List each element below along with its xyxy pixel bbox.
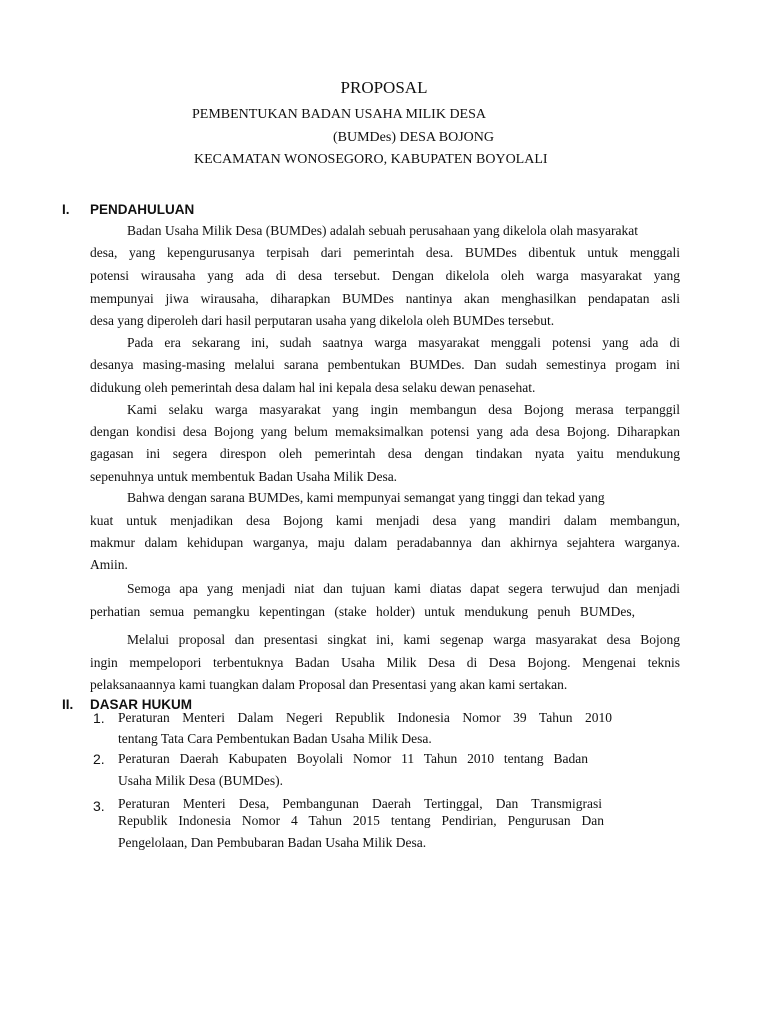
document-title: PROPOSAL: [340, 78, 428, 97]
list-item-line: Peraturan Menteri Dalam Negeri Republik Indonesia Nomor 39 Tahun 2010: [118, 710, 612, 725]
paragraph-line: gagasan ini segera direspon oleh pemerintah desa dengan tindakan nyata yaitu mendukung: [90, 446, 680, 461]
paragraph-line: dengan kondisi desa Bojong yang belum memaksimalkan potensi yang ada desa Bojong. Diharapkan: [90, 424, 680, 439]
paragraph-line: Bahwa dengan sarana BUMDes, kami mempunyai semangat yang tinggi dan tekad yang: [127, 490, 605, 505]
list-item-line: Usaha Milik Desa (BUMDes).: [118, 773, 283, 788]
paragraph-line: potensi wirausaha yang ada di desa tersebut. Dengan dikelola oleh warga masyarakat yang: [90, 268, 680, 283]
list-item-line: Republik Indonesia Nomor 4 Tahun 2015 tentang Pendirian, Pengurusan Dan: [118, 813, 604, 828]
paragraph-line: ingin mempelopori terbentuknya Badan Usaha Milik Desa di Desa Bojong. Mengenai teknis: [90, 655, 680, 670]
paragraph-line: Melalui proposal dan presentasi singkat ini, kami segenap warga masyarakat desa Bojong: [127, 632, 680, 647]
paragraph-line: sepenuhnya untuk membentuk Badan Usaha Milik Desa.: [90, 469, 398, 484]
subtitle-line-2: (BUMDes) DESA BOJONG: [333, 130, 495, 145]
paragraph-line: desa yang diperoleh dari hasil perputaran usaha yang dikelola oleh BUMDes tersebut.: [90, 313, 555, 328]
paragraph-line: kuat untuk menjadikan desa Bojong kami menjadi desa yang mandiri dalam membangun,: [90, 513, 680, 528]
paragraph-line: perhatian semua pemangku kepentingan (stake holder) untuk mendukung penuh BUMDes,: [90, 604, 635, 619]
list-item-line: Peraturan Daerah Kabupaten Boyolali Nomor 11 Tahun 2010 tentang Badan: [118, 751, 588, 766]
paragraph-line: Badan Usaha Milik Desa (BUMDes) adalah sebuah perusahaan yang dikelola olah masyarakat: [127, 223, 638, 238]
list-item-line: Pengelolaan, Dan Pembubaran Badan Usaha Milik Desa.: [118, 835, 427, 850]
list-item-line: tentang Tata Cara Pembentukan Badan Usaha Milik Desa.: [118, 731, 432, 746]
paragraph-line: desa, yang kepengurusanya terpisah dari pemerintah desa. BUMDes dibentuk untuk menggali: [90, 245, 680, 260]
list-number-1: 1.: [93, 710, 105, 726]
subtitle-line-3: KECAMATAN WONOSEGORO, KABUPATEN BOYOLALI: [194, 152, 548, 167]
list-number-2: 2.: [93, 751, 105, 767]
paragraph-line: pelaksanaannya kami tuangkan dalam Proposal dan Presentasi yang akan kami sertakan.: [90, 677, 568, 692]
paragraph-line: mempunyai jiwa wirausaha, diharapkan BUMDes nantinya akan menghasilkan pendapatan asli: [90, 291, 680, 306]
section-1-heading: PENDAHULUAN: [90, 202, 195, 217]
paragraph-line: Amiin.: [90, 557, 128, 572]
paragraph-line: desanya masing-masing melalui sarana pembentukan BUMDes. Dan sudah semestinya progam ini: [90, 357, 680, 372]
paragraph-line: didukung oleh pemerintah desa dalam hal ini kepala desa selaku dewan penasehat.: [90, 380, 536, 395]
paragraph-line: Semoga apa yang menjadi niat dan tujuan kami diatas dapat segera terwujud dan menjadi: [127, 581, 680, 596]
paragraph-line: Pada era sekarang ini, sudah saatnya warga masyarakat menggali potensi yang ada di: [127, 335, 680, 350]
list-item-line: Peraturan Menteri Desa, Pembangunan Daerah Tertinggal, Dan Transmigrasi: [118, 796, 602, 811]
list-number-3: 3.: [93, 798, 105, 814]
paragraph-line: Kami selaku warga masyarakat yang ingin membangun desa Bojong merasa terpanggil: [127, 402, 680, 417]
section-1-number: I.: [62, 202, 70, 217]
section-2-number: II.: [62, 697, 74, 712]
subtitle-line-1: PEMBENTUKAN BADAN USAHA MILIK DESA: [192, 107, 487, 122]
section-2-heading: DASAR HUKUM: [90, 697, 192, 712]
paragraph-line: makmur dalam kehidupan warganya, maju dalam peradabannya dan akhirnya sejahtera warganya.: [90, 535, 680, 550]
